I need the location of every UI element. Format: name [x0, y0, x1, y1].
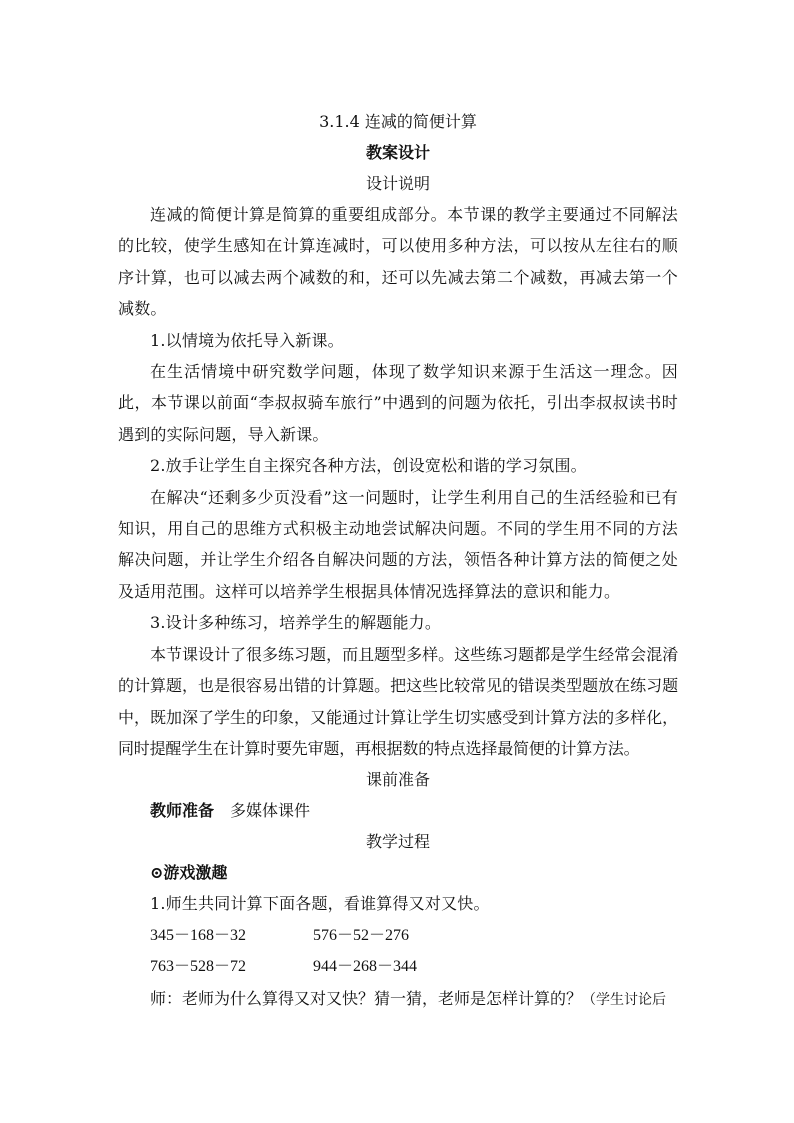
teacher-note: （学生讨论后: [582, 991, 667, 1008]
teacher-question: 师：老师为什么算得又对又快？猜一猜，老师是怎样计算的？: [150, 988, 583, 1008]
expression: 944－268－344: [313, 958, 418, 976]
lesson-plan-heading: 教案设计: [365, 143, 430, 162]
expression: 576－52－276: [313, 926, 410, 944]
expression-row: [118, 951, 678, 983]
point2-body: 在解决“还剩多少页没看”这一问题时，让学生利用自己的生活经验和已有知识，用自己的思维方式积极主动地尝试解决问题。不同的学生用不同的方法解决问题，并让学生介绍各自解决问题的方法，领悟各种计算方法的简便之处及适用范围。这样可以培养学生根据具体情况选择算法的意识和能力。: [118, 487, 678, 601]
intro-paragraph: 连减的简便计算是简算的重要组成部分。本节课的教学主要通过不同解法的比较，使学生感知在计算连减时，可以使用多种方法，可以按从左往右的顺序计算，也可以减去两个减数的和，还可以先减去第二个减数，再减去第一个减数。: [118, 205, 678, 319]
document-title: 3.1.4 连减的简便计算: [319, 112, 477, 131]
point3-title: 3.设计多种练习，培养学生的解题能力。: [150, 613, 442, 633]
section-game-heading: ⊙游戏激趣: [150, 863, 228, 883]
point2-title: 2.放手让学生自主探究各种方法，创设宽松和谐的学习氛围。: [150, 456, 587, 476]
document-content: [118, 106, 678, 1016]
teacher-prep-value: 多媒体课件: [230, 801, 311, 821]
point1-title: 1.以情境为依托导入新课。: [150, 330, 344, 350]
prep-heading: 课前准备: [365, 770, 430, 790]
task1-text: 1.师生共同计算下面各题，看谁算得又对又快。: [150, 894, 490, 914]
expression: 345－168－32: [150, 926, 247, 944]
teacher-question-line: [118, 983, 678, 1016]
teacher-prep-line: [118, 795, 678, 826]
design-heading: 设计说明: [365, 174, 430, 193]
expression-row: [118, 920, 678, 952]
expression: 763－528－72: [150, 958, 247, 976]
point3-body: 本节课设计了很多练习题，而且题型多样。这些练习题都是学生经常会混淆的计算题，也是很容易出错的计算题。把这些比较常见的错误类型题放在练习题中，既加深了学生的印象，又能通过计算让学生切实感受到计算方法的多样化，同时提醒学生在计算时要先审题，再根据数的特点选择最简便的计算方法。: [118, 644, 678, 758]
teacher-prep-label: 教师准备: [150, 801, 215, 821]
point1-body: 在生活情境中研究数学问题，体现了数学知识来源于生活这一理念。因此，本节课以前面“李叔叔骑车旅行”中遇到的问题为依托，引出李叔叔读书时遇到的实际问题，导入新课。: [118, 362, 678, 444]
process-heading: 教学过程: [365, 832, 430, 852]
